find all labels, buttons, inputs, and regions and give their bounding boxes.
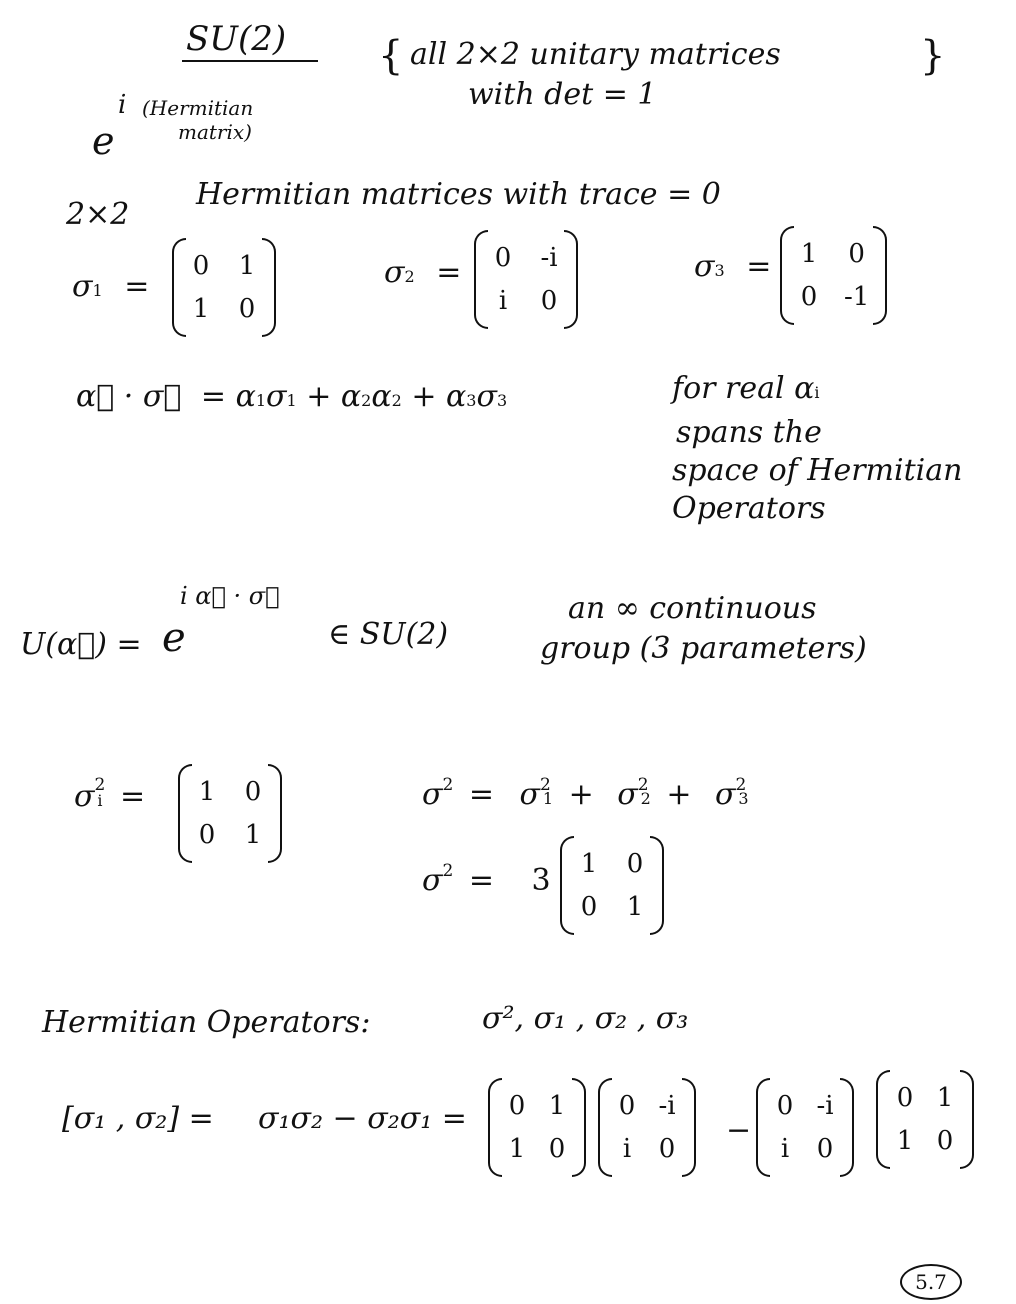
commutator-minus: − bbox=[726, 1113, 752, 1148]
matrix-cell: 0 bbox=[580, 891, 598, 922]
commutator-matrix-2 bbox=[598, 1084, 696, 1171]
commutator-expansion: σ₁σ₂ − σ₂σ₁ = bbox=[258, 1101, 467, 1136]
sigma3-matrix bbox=[780, 232, 887, 319]
exp-i: i bbox=[118, 90, 127, 120]
sigma-i-squared-matrix bbox=[178, 770, 282, 857]
matrix-size: 2×2 bbox=[66, 197, 130, 232]
matrix-cell: 1 bbox=[800, 239, 818, 269]
matrix-cell: 1 bbox=[244, 819, 262, 850]
span-note-line2: spans the bbox=[676, 415, 822, 450]
matrix-cell: 0 bbox=[540, 285, 558, 316]
group-exp-base: e bbox=[162, 615, 186, 661]
sigma-squared-sum: $\sigma^2 = \sigma^21 + \sigma^22 + \sigma^23$ bbox=[422, 775, 749, 812]
definition-line1: all 2×2 unitary matrices bbox=[410, 37, 781, 72]
sigma2-label: σ2 = bbox=[384, 255, 462, 290]
matrix-cell: 0 bbox=[816, 1133, 834, 1164]
matrix-cell: 0 bbox=[800, 281, 818, 312]
definition-line2: with det = 1 bbox=[468, 77, 657, 112]
matrix-cell: 0 bbox=[192, 251, 210, 281]
left-brace: { bbox=[378, 33, 404, 79]
title-underline bbox=[182, 60, 318, 62]
matrix-cell: 1 bbox=[896, 1125, 914, 1156]
matrix-cell: 0 bbox=[618, 1091, 636, 1121]
span-note-line4: Operators bbox=[672, 491, 826, 526]
hermitian-operators-list: σ², σ₁ , σ₂ , σ₃ bbox=[482, 1001, 689, 1036]
matrix-cell: 1 bbox=[936, 1083, 954, 1113]
right-brace: } bbox=[920, 33, 946, 79]
hermitian-heading: Hermitian matrices with trace = 0 bbox=[196, 177, 721, 212]
sigma1-label: σ1 = bbox=[72, 269, 150, 304]
matrix-cell: 0 bbox=[936, 1125, 954, 1156]
lc-lhs: α⃗ · σ⃗ bbox=[76, 379, 182, 414]
sigma1-matrix bbox=[172, 244, 276, 331]
matrix-cell: 1 bbox=[238, 251, 256, 281]
span-note-line1: for real αi bbox=[672, 371, 820, 406]
matrix-cell: 0 bbox=[776, 1091, 794, 1121]
matrix-cell: -i bbox=[658, 1091, 676, 1121]
sigma-squared-value: $\sigma^2 = 3$ bbox=[422, 861, 551, 898]
page-number bbox=[900, 1264, 962, 1300]
matrix-cell: 1 bbox=[626, 891, 644, 922]
sigma3-label: σ3 = bbox=[694, 249, 772, 284]
matrix-cell: i bbox=[498, 285, 508, 316]
linear-combination: α⃗ · σ⃗ = α1σ1 + α2α2 + α3σ3 bbox=[76, 379, 508, 414]
matrix-cell: 0 bbox=[238, 293, 256, 324]
title: SU(2) bbox=[186, 19, 287, 59]
sigma-squared-matrix bbox=[560, 842, 664, 929]
commutator-matrix-3 bbox=[756, 1084, 854, 1171]
matrix-cell: 1 bbox=[508, 1133, 526, 1164]
matrix-cell: 0 bbox=[508, 1091, 526, 1121]
group-membership: ∈ SU(2) bbox=[328, 617, 449, 652]
matrix-cell: -i bbox=[816, 1091, 834, 1121]
matrix-cell: 1 bbox=[580, 849, 598, 879]
matrix-cell: 1 bbox=[548, 1091, 566, 1121]
hermitian-operators-label: Hermitian Operators: bbox=[42, 1005, 371, 1040]
page-number-text: 5.7 bbox=[915, 1270, 947, 1294]
group-note-line1: an ∞ continuous bbox=[568, 591, 817, 626]
sigma-i-squared-label: $\sigma^2i$ = bbox=[74, 775, 146, 814]
matrix-cell: 0 bbox=[548, 1133, 566, 1164]
exp-paren-line1: (Hermitian bbox=[142, 96, 254, 120]
matrix-cell: -1 bbox=[844, 281, 870, 312]
matrix-cell: 0 bbox=[626, 849, 644, 879]
matrix-cell: i bbox=[780, 1133, 790, 1164]
matrix-cell: -i bbox=[540, 243, 558, 273]
matrix-cell: i bbox=[622, 1133, 632, 1164]
matrix-cell: 0 bbox=[494, 243, 512, 273]
matrix-cell: 0 bbox=[848, 239, 865, 269]
matrix-cell: 1 bbox=[192, 293, 210, 324]
matrix-cell: 0 bbox=[198, 819, 216, 850]
sigma2-matrix bbox=[474, 236, 578, 323]
lc-term: = α bbox=[200, 379, 256, 414]
matrix-cell: 0 bbox=[658, 1133, 676, 1164]
exp-paren-line2: matrix) bbox=[178, 120, 252, 144]
commutator-lhs: [σ₁ , σ₂] = bbox=[62, 1101, 214, 1136]
matrix-cell: 1 bbox=[198, 777, 216, 807]
group-note-line2: group (3 parameters) bbox=[540, 631, 867, 666]
span-note-line3: space of Hermitian bbox=[672, 453, 963, 488]
commutator-matrix-4 bbox=[876, 1076, 974, 1163]
group-exp-exponent: i α⃗ · σ⃗ bbox=[180, 582, 280, 610]
group-element-lhs: U(α⃗) = bbox=[20, 627, 142, 662]
matrix-cell: 0 bbox=[244, 777, 262, 807]
matrix-cell: 0 bbox=[896, 1083, 914, 1113]
exp-base: e bbox=[92, 119, 115, 163]
commutator-matrix-1 bbox=[488, 1084, 586, 1171]
